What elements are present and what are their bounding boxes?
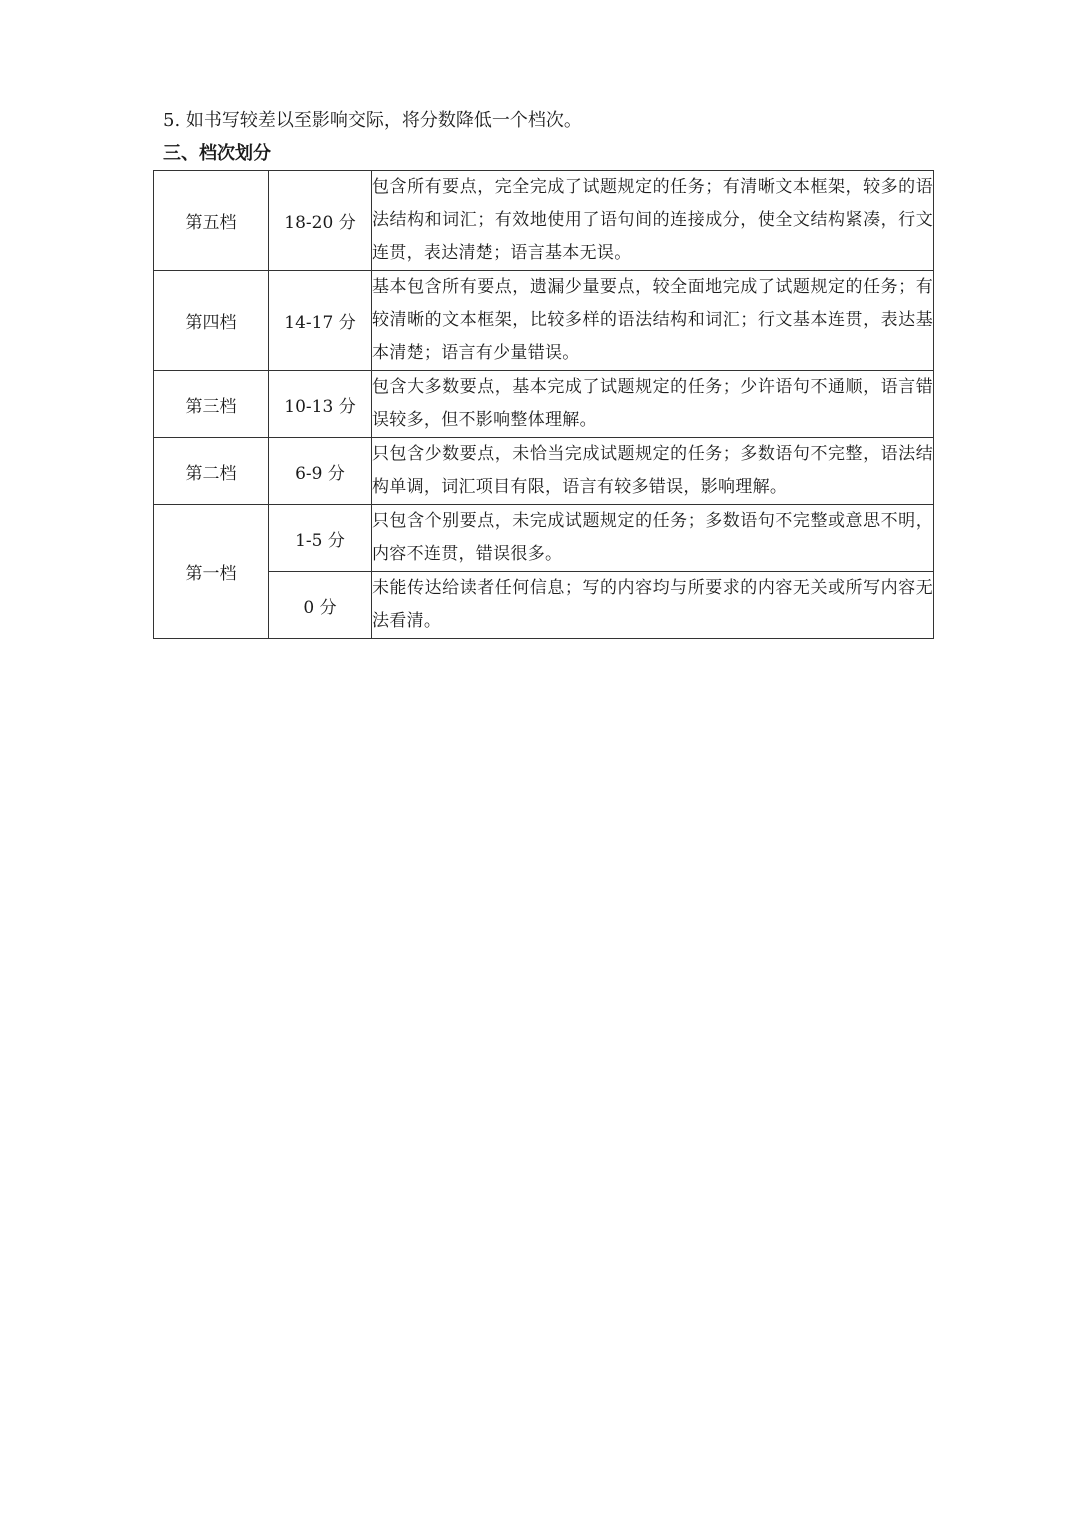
grade-score: 18-20 分 <box>269 171 372 271</box>
grade-level: 第五档 <box>154 171 269 271</box>
scoring-note: 5. 如书写较差以至影响交际，将分数降低一个档次。 <box>163 110 582 131</box>
grade-description: 只包含个别要点，未完成试题规定的任务；多数语句不完整或意思不明，内容不连贯，错误很多。 <box>372 505 934 572</box>
table-row <box>154 572 934 639</box>
grade-level: 第一档 <box>154 505 269 639</box>
table-row <box>154 271 934 371</box>
grade-description: 包含大多数要点，基本完成了试题规定的任务；少许语句不通顺，语言错误较多，但不影响整体理解。 <box>372 371 934 438</box>
section-title: 三、档次划分 <box>163 143 271 164</box>
grade-score: 10-13 分 <box>269 371 372 438</box>
grade-score: 6-9 分 <box>269 438 372 505</box>
grade-score: 14-17 分 <box>269 271 372 371</box>
grade-description: 包含所有要点，完全完成了试题规定的任务；有清晰文本框架，较多的语法结构和词汇；有效地使用了语句间的连接成分，使全文结构紧凑，行文连贯，表达清楚；语言基本无误。 <box>372 171 934 271</box>
table-row <box>154 171 934 271</box>
table-row <box>154 371 934 438</box>
grade-level: 第三档 <box>154 371 269 438</box>
table-row <box>154 438 934 505</box>
grade-description: 基本包含所有要点，遗漏少量要点，较全面地完成了试题规定的任务；有较清晰的文本框架，比较多样的语法结构和词汇；行文基本连贯，表达基本清楚；语言有少量错误。 <box>372 271 934 371</box>
grade-description: 只包含少数要点，未恰当完成试题规定的任务；多数语句不完整，语法结构单调，词汇项目有限，语言有较多错误，影响理解。 <box>372 438 934 505</box>
grade-table <box>153 170 934 639</box>
grade-score: 0 分 <box>269 572 372 639</box>
grade-level: 第四档 <box>154 271 269 371</box>
grade-score: 1-5 分 <box>269 505 372 572</box>
grade-level: 第二档 <box>154 438 269 505</box>
table-row <box>154 505 934 572</box>
grade-description: 未能传达给读者任何信息；写的内容均与所要求的内容无关或所写内容无法看清。 <box>372 572 934 639</box>
